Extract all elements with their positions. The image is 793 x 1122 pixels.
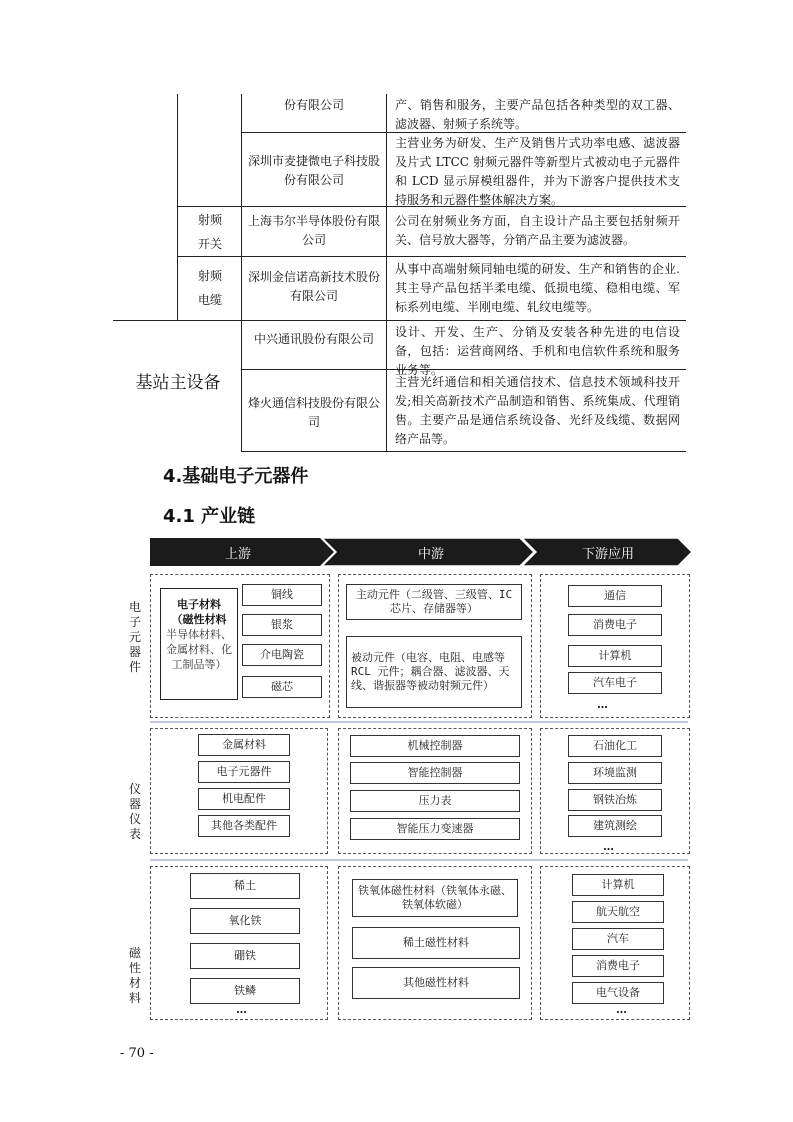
materials-title: 电子材料	[177, 598, 221, 611]
downstream-item: 电气设备	[572, 982, 664, 1004]
company-description: 公司在射频业务方面，自主设计产品主要包括射频开关、信号放大器等，分销产品主要为滤波器。	[395, 214, 680, 247]
stage-upstream: 上游	[225, 547, 252, 562]
company-name: 中兴通讯股份有限公司	[253, 332, 374, 346]
downstream-item: 环境监测	[568, 762, 662, 784]
company-description: 主营业务为研发、生产及销售片式功率电感、滤波器及片式 LTCC 射频元器件等新型片式被动电子元器件和 LCD 显示屏模组器件，并为下游客户提供技术支持服务和元器件整体解决方案。	[395, 136, 680, 207]
downstream-item: 消费电子	[572, 955, 664, 977]
company-name: 烽火通信科技股份有限公司	[247, 396, 380, 429]
section-heading: 4.基础电子元器件	[163, 466, 309, 487]
company-name: 上海韦尔半导体股份有限公司	[247, 214, 380, 247]
upstream-item: 硼铁	[190, 943, 300, 969]
downstream-item: 消费电子	[568, 614, 662, 636]
category-label: 射频 电缆	[197, 269, 222, 307]
midstream-item: 铁氧体磁性材料（铁氧体永磁、铁氧体软磁）	[352, 879, 518, 917]
upstream-item: 磁芯	[242, 676, 322, 698]
downstream-item: 汽车电子	[568, 672, 662, 694]
midstream-item: 智能控制器	[350, 762, 520, 784]
midstream-item: 机械控制器	[350, 735, 520, 757]
stage-midstream: 中游	[418, 547, 445, 562]
upstream-item: 铁鳞	[190, 978, 300, 1004]
materials-detail: 半导体材料、金属材料、化工制品等）	[166, 628, 232, 671]
subsection-heading: 4.1 产业链	[163, 506, 256, 527]
downstream-item: 计算机	[568, 645, 662, 667]
downstream-item: 建筑测绘	[568, 815, 662, 837]
upstream-item: 银浆	[242, 614, 322, 636]
downstream-item: 汽车	[572, 928, 664, 950]
downstream-item: 通信	[568, 585, 662, 607]
downstream-item: 钢铁冶炼	[568, 789, 662, 811]
midstream-item: 压力表	[350, 790, 520, 812]
more-ellipsis: …	[597, 698, 609, 711]
upstream-item: 金属材料	[198, 734, 290, 756]
upstream-item: 机电配件	[198, 788, 290, 810]
upstream-item: 氧化铁	[190, 908, 300, 934]
upstream-item: 其他各类配件	[198, 815, 290, 837]
company-name: 份有限公司	[283, 98, 344, 112]
downstream-item: 航天航空	[572, 901, 664, 923]
upstream-item: 介电陶瓷	[242, 644, 322, 666]
company-description: 主营光纤通信和相关通信技术、信息技术领域科技开发;相关高新技术产品制造和销售、系统集成、代理销售。主要产品是通信系统设备、光纤及线缆、数据网络产品等。	[395, 375, 680, 446]
upstream-item: 铜线	[242, 584, 322, 606]
more-ellipsis: …	[603, 840, 615, 853]
company-name: 深圳金信诺高新技术股份有限公司	[247, 270, 380, 303]
midstream-item: 被动元件（电容、电阻、电感等 RCL 元件；耦合器、滤波器、天线、谐振器等被动射频元件）	[346, 636, 522, 708]
category-label-large: 基站主设备	[135, 373, 221, 393]
materials-subtitle: （磁性材料	[171, 613, 227, 626]
more-ellipsis: …	[616, 1003, 628, 1016]
upstream-item: 稀土	[190, 873, 300, 899]
midstream-item: 主动元件（二级管、三级管、IC 芯片、存储器等）	[346, 584, 522, 620]
category-label: 射频 开关	[197, 213, 222, 251]
midstream-item: 稀土磁性材料	[352, 927, 520, 959]
stage-downstream: 下游应用	[582, 547, 635, 562]
more-ellipsis: …	[236, 1003, 248, 1016]
row-label: 电子元器件	[128, 600, 141, 674]
company-description: 产、销售和服务，主要产品包括各种类型的双工器、滤波器、射频子系统等。	[395, 98, 680, 131]
downstream-item: 石油化工	[568, 735, 662, 757]
downstream-item: 计算机	[572, 874, 664, 896]
row-label: 磁性材料	[128, 946, 141, 1005]
company-description: 设计、开发、生产、分销及安装各种先进的电信设备，包括：运营商网络、手机和电信软件系统和服务业务等。	[395, 325, 680, 377]
company-name: 深圳市麦捷微电子科技股份有限公司	[247, 154, 380, 187]
company-description: 从事中高端射频同轴电缆的研发、生产和销售的企业.其主导产品包括半柔电缆、低损电缆、稳相电缆、军标系列电缆、半刚电缆、轧纹电缆等。	[395, 262, 680, 314]
midstream-item: 智能压力变速器	[350, 818, 520, 840]
row-separator	[150, 859, 688, 861]
row-separator	[150, 721, 688, 723]
row-label: 仪器仪表	[128, 782, 141, 841]
company-table	[113, 94, 686, 452]
electronic-materials-box	[160, 588, 238, 700]
page-number: - 70 -	[120, 1046, 154, 1061]
upstream-item: 电子元器件	[198, 761, 290, 783]
midstream-item: 其他磁性材料	[352, 967, 520, 999]
